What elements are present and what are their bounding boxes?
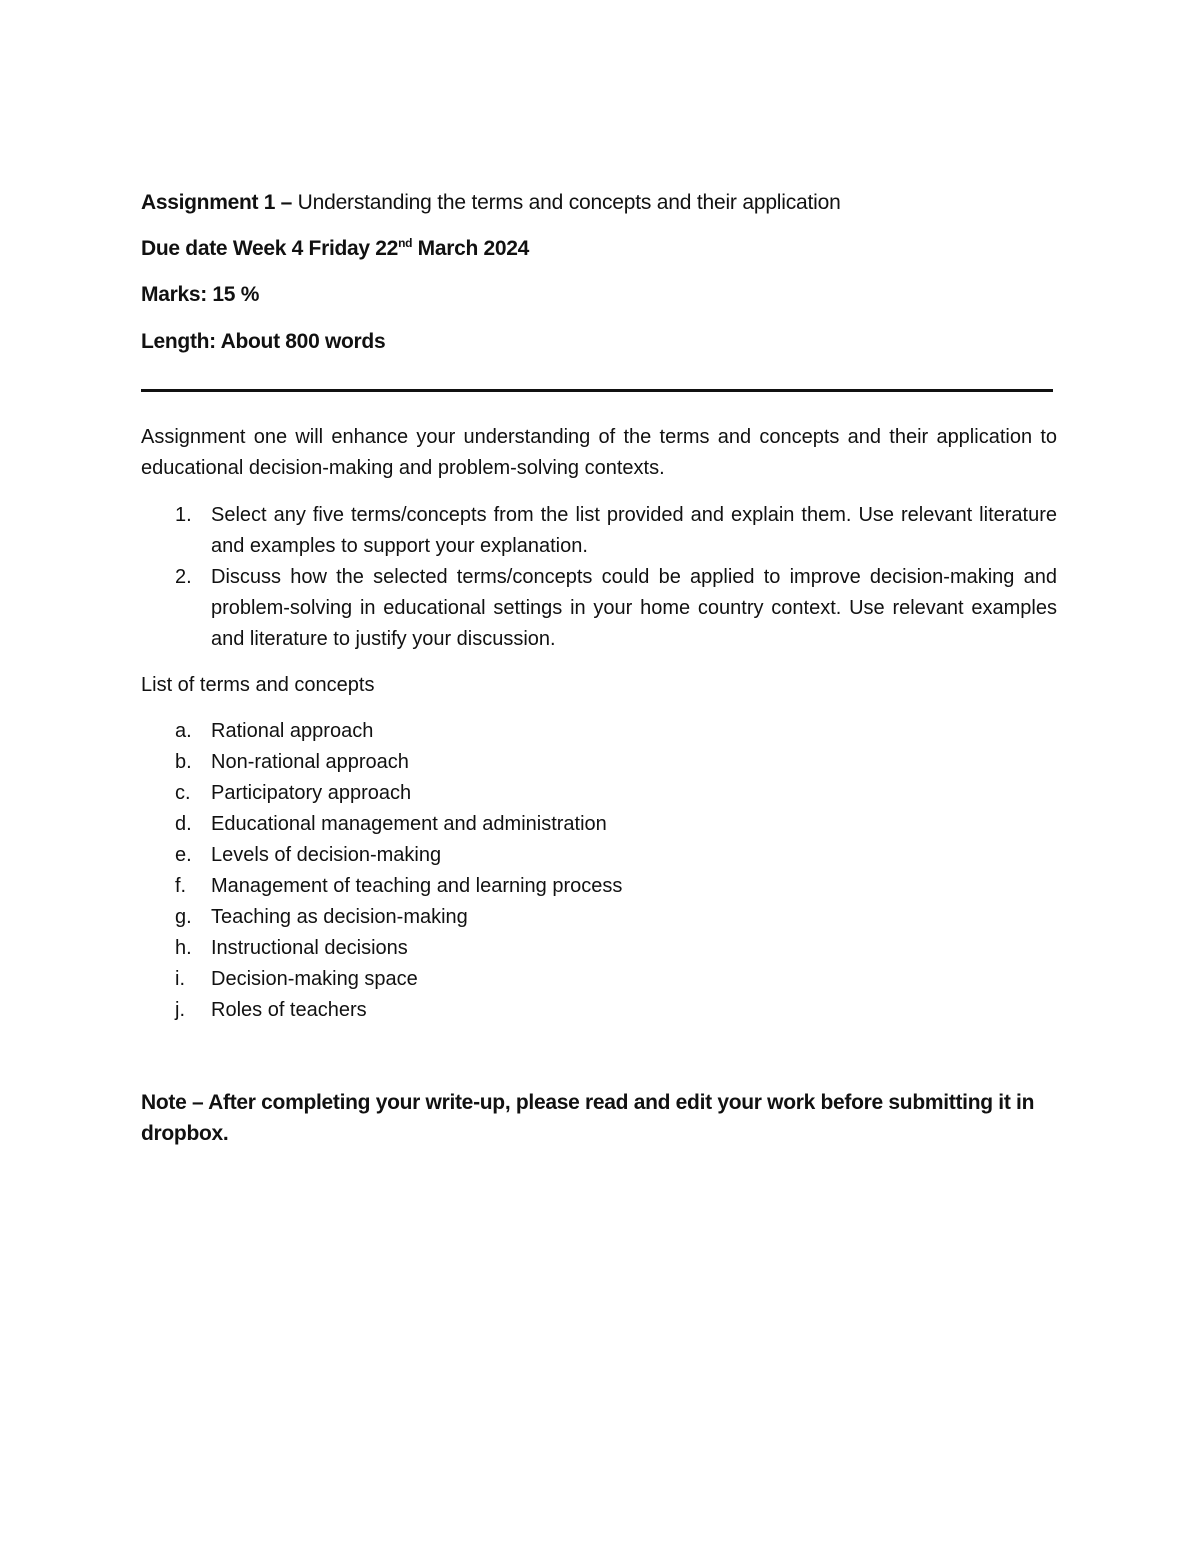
term-text: Management of teaching and learning process [211,875,623,897]
list-item [141,902,1057,933]
term-text: Roles of teachers [211,999,367,1021]
list-marker: 1. [175,504,192,526]
list-marker: i. [175,968,185,990]
list-item [141,716,1057,747]
terms-heading: List of terms and concepts [141,674,375,696]
task-text: Discuss how the selected terms/concepts could be applied to improve decision-making and problem-solving in educational settings in your home country context. Use relevant examples and literature to justify your discussion. [211,566,1057,650]
list-item [141,562,1057,655]
list-marker: f. [175,875,187,897]
term-text: Participatory approach [211,782,412,804]
due-date-ordinal: nd [398,236,413,250]
terms-list [141,716,1057,1026]
list-item [141,933,1057,964]
list-marker: c. [175,782,191,804]
list-marker: d. [175,813,192,835]
term-text: Instructional decisions [211,937,408,959]
list-item [141,995,1057,1026]
list-item [141,840,1057,871]
marks-line: Marks: 15 % [141,283,260,306]
list-marker: j. [175,999,185,1021]
list-item [141,964,1057,995]
term-text: Rational approach [211,720,374,742]
list-marker: a. [175,720,192,742]
divider-line [141,389,1053,392]
term-text: Levels of decision-making [211,844,442,866]
due-date-prefix: Due date Week 4 Friday 22 [141,237,399,260]
list-marker: g. [175,906,192,928]
intro-paragraph: Assignment one will enhance your understanding of the terms and concepts and their application to educational decision-making and problem-solving contexts. [141,426,1057,479]
term-text: Decision-making space [211,968,418,990]
list-item [141,747,1057,778]
term-text: Teaching as decision-making [211,906,468,928]
task-list [141,500,1057,655]
list-item [141,500,1057,562]
note-paragraph: Note – After completing your write-up, please read and edit your work before submitting it in dropbox. [141,1091,1035,1145]
assignment-label: Assignment 1 – [141,191,293,214]
list-item [141,778,1057,809]
term-text: Non-rational approach [211,751,409,773]
term-text: Educational management and administration [211,813,607,835]
list-marker: 2. [175,566,192,588]
list-marker: e. [175,844,192,866]
due-date-line [141,235,1057,263]
list-marker: h. [175,937,192,959]
list-item [141,871,1057,902]
list-marker: b. [175,751,192,773]
due-date-suffix: March 2024 [412,237,530,260]
assignment-title: Understanding the terms and concepts and their application [292,191,841,214]
length-line: Length: About 800 words [141,330,386,353]
assignment-title-line [141,189,1057,217]
list-item [141,809,1057,840]
task-text: Select any five terms/concepts from the list provided and explain them. Use relevant literature and examples to support your explanation. [211,504,1057,557]
